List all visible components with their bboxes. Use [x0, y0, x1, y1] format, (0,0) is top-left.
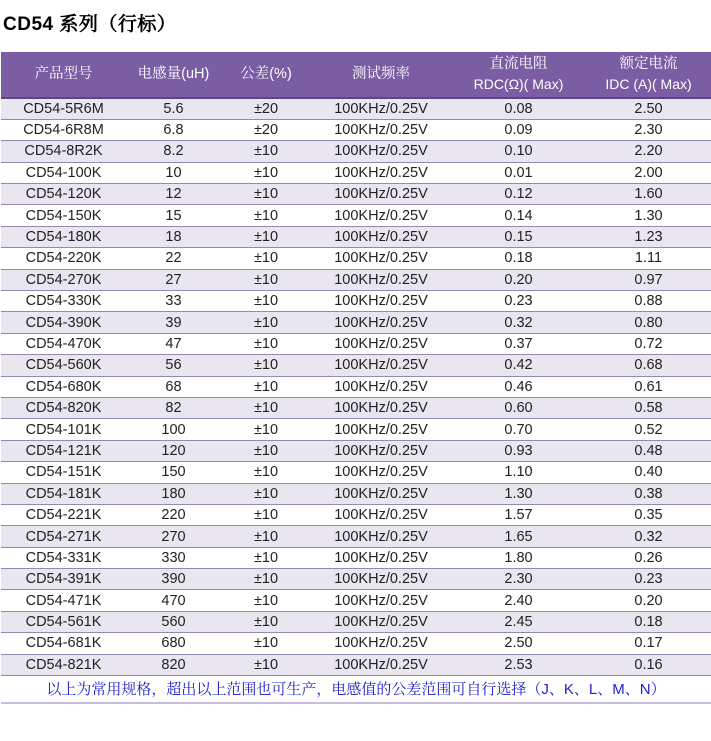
table-row — [1, 654, 711, 675]
table-row — [1, 633, 711, 654]
column-header-label: 额定电流 — [619, 56, 678, 73]
table-header — [1, 52, 711, 98]
column-header-sublabel: RDC(Ω)( Max) — [473, 75, 564, 92]
table-cell: 2.30 — [451, 569, 586, 590]
table-cell: 0.37 — [451, 333, 586, 354]
table-cell: 100KHz/0.25V — [311, 654, 451, 675]
table-cell: 0.17 — [586, 633, 711, 654]
table-cell: 0.18 — [586, 611, 711, 632]
table-cell: 0.14 — [451, 205, 586, 226]
table-cell: 0.18 — [451, 248, 586, 269]
table-cell: CD54-390K — [1, 312, 126, 333]
table-cell: 180 — [126, 483, 221, 504]
table-cell: 0.80 — [586, 312, 711, 333]
column-header-label: 电感量(uH) — [137, 65, 210, 82]
table-cell: 56 — [126, 355, 221, 376]
table-row — [1, 205, 711, 226]
table-cell: 1.23 — [586, 226, 711, 247]
table-cell: 0.12 — [451, 184, 586, 205]
table-cell: ±10 — [221, 355, 311, 376]
table-row — [1, 355, 711, 376]
table-row — [1, 547, 711, 568]
table-cell: 0.20 — [586, 590, 711, 611]
table-row — [1, 269, 711, 290]
table-cell: CD54-680K — [1, 376, 126, 397]
table-cell: 1.60 — [586, 184, 711, 205]
table-cell: ±10 — [221, 440, 311, 461]
table-cell: 0.40 — [586, 462, 711, 483]
table-cell: 0.46 — [451, 376, 586, 397]
table-cell: 0.01 — [451, 162, 586, 183]
table-cell: 0.72 — [586, 333, 711, 354]
table-cell: 0.68 — [586, 355, 711, 376]
table-cell: 2.53 — [451, 654, 586, 675]
table-cell: 100KHz/0.25V — [311, 397, 451, 418]
table-cell: 0.61 — [586, 376, 711, 397]
table-cell: 100KHz/0.25V — [311, 611, 451, 632]
table-row — [1, 119, 711, 140]
table-cell: ±10 — [221, 312, 311, 333]
column-header-label: 测试频率 — [352, 65, 410, 82]
table-cell: 1.11 — [586, 248, 711, 269]
table-cell: 2.45 — [451, 611, 586, 632]
table-cell: 0.09 — [451, 119, 586, 140]
table-cell: 120 — [126, 440, 221, 461]
table-cell: 100KHz/0.25V — [311, 569, 451, 590]
table-cell: CD54-331K — [1, 547, 126, 568]
table-row — [1, 397, 711, 418]
table-cell: 0.23 — [586, 569, 711, 590]
table-body — [1, 98, 711, 676]
table-row — [1, 333, 711, 354]
table-row — [1, 312, 711, 333]
table-cell: 100KHz/0.25V — [311, 312, 451, 333]
column-header-label: 产品型号 — [34, 65, 93, 82]
table-cell: ±10 — [221, 590, 311, 611]
table-cell: 47 — [126, 333, 221, 354]
table-cell: 100KHz/0.25V — [311, 269, 451, 290]
column-header-dc-resistance — [451, 52, 586, 98]
table-cell: ±10 — [221, 269, 311, 290]
table-cell: CD54-220K — [1, 248, 126, 269]
table-cell: ±10 — [221, 205, 311, 226]
table-cell: 820 — [126, 654, 221, 675]
table-cell: 0.70 — [451, 419, 586, 440]
table-row — [1, 419, 711, 440]
table-cell: 39 — [126, 312, 221, 333]
table-cell: CD54-271K — [1, 526, 126, 547]
table-cell: ±10 — [221, 333, 311, 354]
column-header-model — [1, 52, 126, 98]
table-cell: 0.10 — [451, 141, 586, 162]
table-cell: 0.60 — [451, 397, 586, 418]
table-cell: 22 — [126, 248, 221, 269]
table-cell: 100KHz/0.25V — [311, 184, 451, 205]
table-cell: ±10 — [221, 504, 311, 525]
column-header-test-frequency — [311, 52, 451, 98]
page-title: CD54 系列（行标） — [3, 14, 177, 35]
table-cell: CD54-5R6M — [23, 100, 104, 117]
table-footer — [1, 676, 711, 703]
table-cell: 0.48 — [586, 440, 711, 461]
table-cell: CD54-221K — [1, 504, 126, 525]
table-cell: 560 — [126, 611, 221, 632]
column-header-rated-current — [586, 52, 711, 98]
table-cell: 0.26 — [586, 547, 711, 568]
table-cell: 100KHz/0.25V — [311, 483, 451, 504]
table-cell: CD54-181K — [1, 483, 126, 504]
table-cell: 0.15 — [451, 226, 586, 247]
table-cell: 0.58 — [586, 397, 711, 418]
table-row — [1, 226, 711, 247]
table-cell: ±20 — [221, 119, 311, 140]
table-cell: CD54-561K — [1, 611, 126, 632]
table-cell: 0.20 — [451, 269, 586, 290]
column-header-label: 直流电阻 — [489, 56, 548, 73]
spec-table — [1, 52, 711, 704]
table-cell: 0.16 — [586, 654, 711, 675]
table-row — [1, 291, 711, 312]
table-cell: 0.97 — [586, 269, 711, 290]
table-cell: 0.93 — [451, 440, 586, 461]
table-cell: 1.80 — [451, 547, 586, 568]
table-cell: CD54-270K — [1, 269, 126, 290]
table-cell: CD54-150K — [1, 205, 126, 226]
table-cell: 2.20 — [586, 141, 711, 162]
table-cell: 0.88 — [586, 291, 711, 312]
table-cell: 100KHz/0.25V — [311, 547, 451, 568]
table-cell: ±10 — [221, 291, 311, 312]
table-cell: ±10 — [221, 376, 311, 397]
table-cell: CD54-560K — [1, 355, 126, 376]
table-cell: 1.10 — [451, 462, 586, 483]
table-cell: 0.32 — [451, 312, 586, 333]
table-row — [1, 569, 711, 590]
column-header-inductance — [126, 52, 221, 98]
table-cell: 100KHz/0.25V — [311, 419, 451, 440]
table-cell: CD54-151K — [1, 462, 126, 483]
table-cell: 390 — [126, 569, 221, 590]
table-cell: ±10 — [221, 248, 311, 269]
table-cell: CD54-391K — [1, 569, 126, 590]
table-cell: 2.40 — [451, 590, 586, 611]
table-cell: CD54-471K — [1, 590, 126, 611]
table-cell: 68 — [126, 376, 221, 397]
table-cell: 220 — [126, 504, 221, 525]
table-cell: ±10 — [221, 397, 311, 418]
table-cell: 27 — [126, 269, 221, 290]
table-cell: CD54-8R2K — [1, 141, 126, 162]
table-cell: 1.30 — [451, 483, 586, 504]
table-cell: 330 — [126, 547, 221, 568]
table-cell: CD54-6R8M — [1, 119, 126, 140]
table-cell: 2.50 — [634, 100, 663, 117]
table-cell: 100KHz/0.25V — [311, 462, 451, 483]
table-cell: 100KHz/0.25V — [311, 205, 451, 226]
table-row — [1, 504, 711, 525]
table-cell: CD54-100K — [1, 162, 126, 183]
table-cell: ±10 — [221, 226, 311, 247]
table-cell: 6.8 — [126, 119, 221, 140]
table-cell: 1.57 — [451, 504, 586, 525]
table-cell: 100KHz/0.25V — [311, 504, 451, 525]
table-cell: ±10 — [221, 162, 311, 183]
table-cell: ±10 — [221, 654, 311, 675]
table-cell: 100KHz/0.25V — [311, 440, 451, 461]
table-cell: 100KHz/0.25V — [311, 162, 451, 183]
table-cell: 2.50 — [451, 633, 586, 654]
table-cell: 0.42 — [451, 355, 586, 376]
table-cell: 100KHz/0.25V — [311, 355, 451, 376]
table-cell: 150 — [126, 462, 221, 483]
table-cell: ±10 — [221, 141, 311, 162]
table-cell: 100KHz/0.25V — [311, 526, 451, 547]
table-cell: 100KHz/0.25V — [311, 590, 451, 611]
table-cell: ±10 — [221, 419, 311, 440]
table-cell: 100KHz/0.25V — [311, 141, 451, 162]
table-cell: 18 — [126, 226, 221, 247]
table-cell: 2.00 — [586, 162, 711, 183]
table-row — [1, 141, 711, 162]
table-cell: 33 — [126, 291, 221, 312]
table-cell: 0.23 — [451, 291, 586, 312]
table-cell: 100KHz/0.25V — [334, 100, 428, 117]
table-cell: CD54-821K — [1, 654, 126, 675]
table-cell: CD54-120K — [1, 184, 126, 205]
table-row — [1, 248, 711, 269]
table-cell: CD54-180K — [1, 226, 126, 247]
table-cell: 5.6 — [163, 100, 184, 117]
table-cell: ±10 — [221, 526, 311, 547]
table-cell: 0.38 — [586, 483, 711, 504]
table-cell: 100 — [126, 419, 221, 440]
table-cell: 15 — [126, 205, 221, 226]
column-header-label: 公差(%) — [240, 65, 292, 82]
table-cell: CD54-681K — [1, 633, 126, 654]
table-cell: 0.52 — [586, 419, 711, 440]
footnote-text: 以上为常用规格，超出以上范围也可生产，电感值的公差范围可自行选择（J、K、L、M、N） — [1, 676, 711, 703]
table-cell: 8.2 — [126, 141, 221, 162]
table-row — [1, 526, 711, 547]
table-cell: CD54-820K — [1, 397, 126, 418]
table-cell: 100KHz/0.25V — [311, 291, 451, 312]
table-cell: CD54-470K — [1, 333, 126, 354]
table-cell: 0.08 — [504, 100, 533, 117]
table-cell: 10 — [126, 162, 221, 183]
table-cell: 680 — [126, 633, 221, 654]
table-row — [1, 462, 711, 483]
table-row — [1, 483, 711, 504]
column-header-tolerance — [221, 52, 311, 98]
table-header-row — [1, 52, 711, 98]
table-row — [1, 611, 711, 632]
table-row — [1, 590, 711, 611]
table-cell: 82 — [126, 397, 221, 418]
column-header-sublabel: IDC (A)( Max) — [605, 75, 692, 92]
table-cell: 100KHz/0.25V — [311, 333, 451, 354]
table-cell: 0.32 — [586, 526, 711, 547]
table-cell: ±10 — [221, 184, 311, 205]
table-row — [1, 440, 711, 461]
table-cell: 100KHz/0.25V — [311, 633, 451, 654]
table-cell: 100KHz/0.25V — [311, 119, 451, 140]
table-cell: 470 — [126, 590, 221, 611]
table-cell: 2.30 — [586, 119, 711, 140]
table-cell: ±10 — [221, 462, 311, 483]
table-cell: ±10 — [221, 547, 311, 568]
table-cell: ±10 — [221, 569, 311, 590]
table-cell: 12 — [126, 184, 221, 205]
table-cell: ±20 — [253, 100, 279, 117]
table-cell: 100KHz/0.25V — [311, 248, 451, 269]
table-cell: CD54-101K — [1, 419, 126, 440]
table-row — [1, 98, 711, 119]
table-cell: 1.65 — [451, 526, 586, 547]
table-cell: 0.35 — [586, 504, 711, 525]
table-cell: 100KHz/0.25V — [311, 376, 451, 397]
table-row — [1, 184, 711, 205]
table-cell: ±10 — [221, 633, 311, 654]
table-row — [1, 376, 711, 397]
table-cell: CD54-121K — [1, 440, 126, 461]
footnote-row — [1, 676, 711, 703]
table-row — [1, 162, 711, 183]
table-cell: 100KHz/0.25V — [311, 226, 451, 247]
table-cell: 270 — [126, 526, 221, 547]
table-cell: ±10 — [221, 611, 311, 632]
table-cell: ±10 — [221, 483, 311, 504]
table-cell: CD54-330K — [1, 291, 126, 312]
table-cell: 1.30 — [586, 205, 711, 226]
